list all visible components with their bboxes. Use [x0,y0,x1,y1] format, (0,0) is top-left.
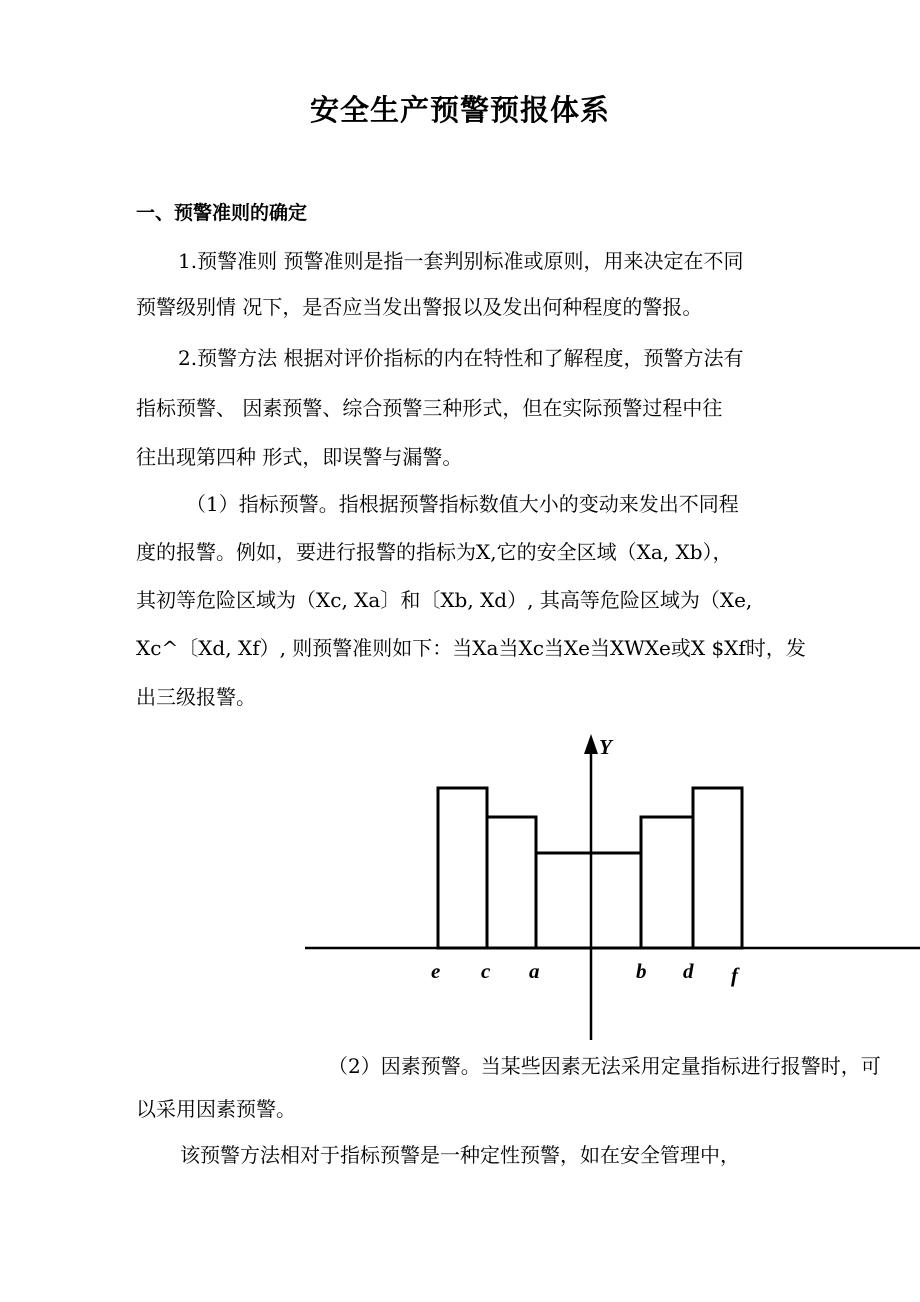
document-title: 安全生产预警预报体系 [309,93,610,127]
paragraph-2-line-2: 指标预警、 因素预警、综合预警三种形式，但在实际预警过程中往 [136,396,723,420]
y-axis-arrow [584,734,598,754]
bar-e-c [438,788,487,948]
tick-label-c: c [481,959,491,983]
tick-label-a: a [529,959,540,983]
section-heading: 一、预警准则的确定 [136,202,308,224]
bar-b-d [641,817,693,948]
tick-label-f: f [731,963,738,987]
paragraph-5-line-1: 该预警方法相对于指标预警是一种定性预警，如在安全管理中， [180,1143,740,1167]
paragraph-3-line-1: （1）指标预警。指根据预警指标数值大小的变动来发出不同程 [186,492,739,516]
paragraph-3-line-4: Xc^〔Xd, Xf）, 则预警准则如下：当Xa当Xc当Xe当XWXe或X $Xf时，发 [136,636,806,660]
bar-c-a [487,817,536,948]
tick-label-b: b [636,959,647,983]
paragraph-3-line-2: 度的报警。例如，要进行报警的指标为X,它的安全区域（Xa, Xb）， [136,540,733,564]
paragraph-2-line-1: 2.预警方法 根据对评价指标的内在特性和了解程度，预警方法有 [178,346,744,370]
bar-d-f [693,788,742,948]
paragraph-2-line-3: 往出现第四种 形式，即误警与漏警。 [136,445,463,469]
warning-threshold-diagram [300,730,920,1050]
paragraph-1-line-1: 1.预警准则 预警准则是指一套判别标准或原则，用来决定在不同 [178,249,744,273]
paragraph-3-line-3: 其初等危险区域为（Xc, Xa〕和〔Xb, Xd）, 其高等危险区域为（Xe, [136,588,753,612]
y-axis-label: Y [599,735,612,759]
paragraph-4-line-2: 以采用因素预警。 [136,1097,296,1121]
paragraph-3-line-5: 出三级报警。 [136,685,256,709]
tick-label-e: e [431,959,441,983]
bar-a-b [536,853,641,948]
paragraph-4-line-1: （2）因素预警。当某些因素无法采用定量指标进行报警时，可 [328,1054,881,1078]
paragraph-1-line-2: 预警级别情 况下，是否应当发出警报以及发出何种程度的警报。 [136,295,703,319]
tick-label-d: d [683,959,694,983]
